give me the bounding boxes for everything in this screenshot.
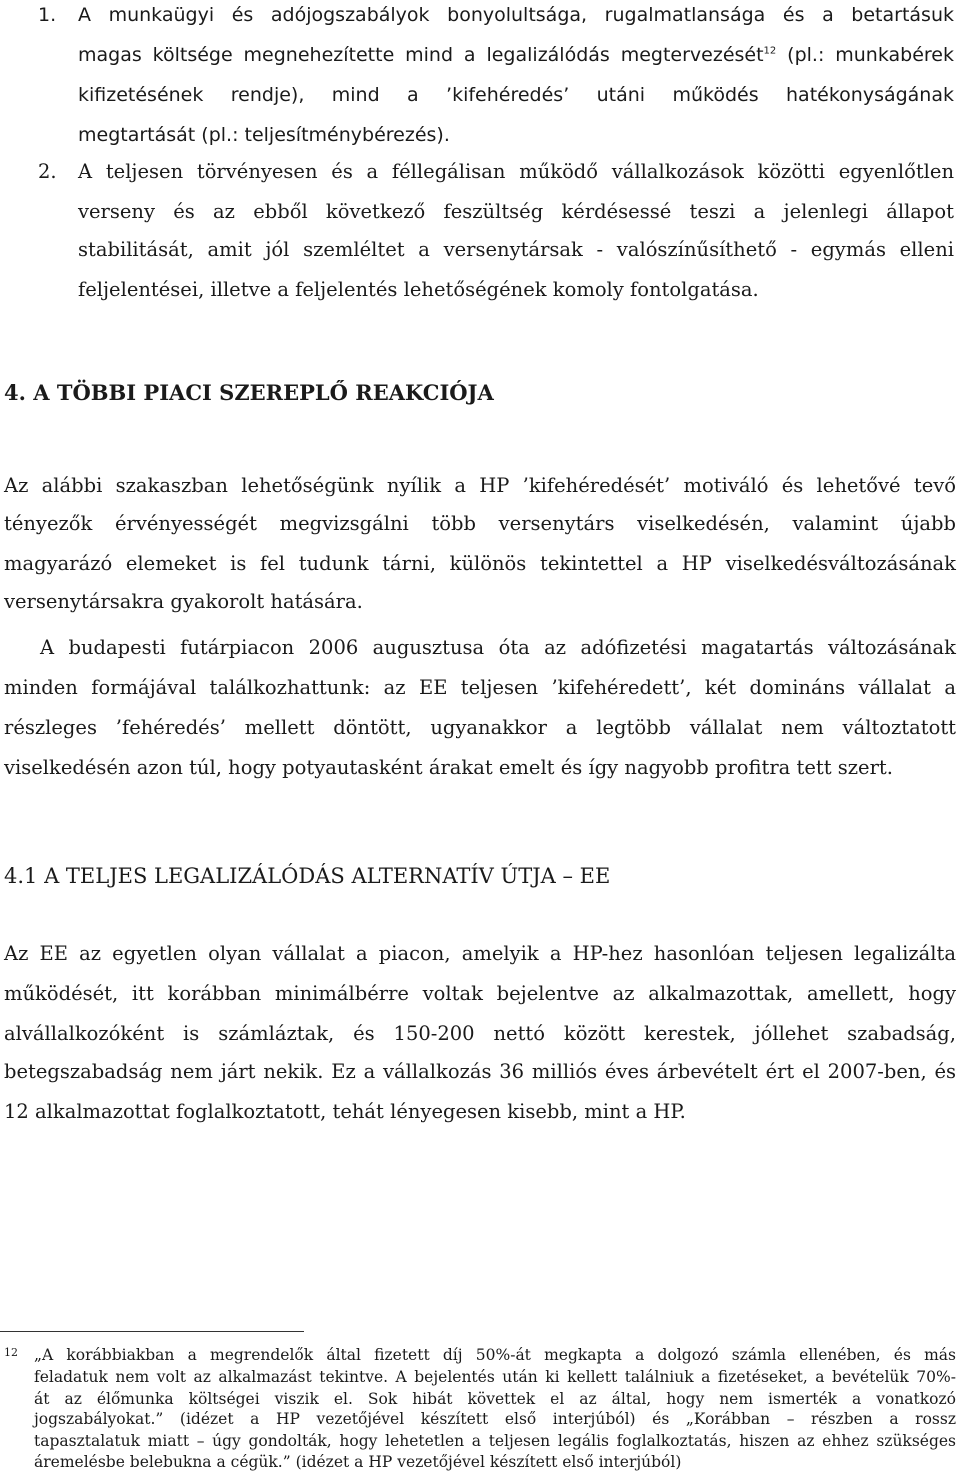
list-item-1-line-2-text: magas költsége megnehezítette mind a legalizálódás megtervezését	[78, 44, 764, 66]
s41-line-2: működését, itt korábban minimálbérre voltak bejelentve az alkalmazottak, amellett, hogy	[4, 982, 956, 1005]
s41-line-5: 12 alkalmazottat foglalkoztatott, tehát lényegesen kisebb, mint a HP.	[4, 1100, 686, 1123]
footnote-line-6: áremelésbe belebukna a cégük.” (idézet a HP vezetőjével készített első interjúból)	[34, 1453, 682, 1471]
s4p2-line-2: minden formájával találkozhattunk: az EE teljesen ’kifehéredett’, két domináns vállalat a	[4, 676, 956, 699]
s4p2-line-1: A budapesti futárpiacon 2006 augusztusa óta az adófizetési magatartás változásának	[40, 636, 956, 659]
footnote-line-4: jogszabályokat.” (idézet a HP vezetőjével készített első interjúból) és „Korábban – részben a rossz	[34, 1410, 956, 1428]
s4p1-line-3: magyarázó elemeket is fel tudunk tárni, különös tekintettel a HP viselkedésváltozásának	[4, 552, 956, 575]
list-item-2-line-2: verseny és az ebből következő feszültség kérdésessé teszi a jelenlegi állapot	[78, 200, 954, 223]
list-item-2-line-3: stabilitását, amit jól szemléltet a versenytársak - valószínűsíthető - egymás elleni	[78, 238, 954, 261]
list-number-1: 1.	[38, 4, 57, 26]
section-4-heading	[4, 380, 494, 405]
s4p2-line-3: részleges ’fehéredés’ mellett döntött, ugyanakkor a legtöbb vállalat nem változtatott	[4, 716, 956, 739]
s4p1-line-2: tényezők érvényességét megvizsgálni több versenytárs viselkedésén, valamint újabb	[4, 512, 956, 535]
s4p2-line-4: viselkedésén azon túl, hogy potyautasként árakat emelt és így nagyobb profitra tett szert.	[4, 756, 893, 779]
footnote-marker: 12	[4, 1346, 18, 1359]
section-4-1-heading: 4.1 A TELJES LEGALIZÁLÓDÁS ALTERNATÍV ÚTJA – EE	[4, 864, 611, 888]
list-item-2-line-4: feljelentései, illetve a feljelentés lehetőségének komoly fontolgatása.	[78, 278, 759, 301]
s41-line-3: alvállalkozóként is számláztak, és 150-200 nettó között kerestek, jóllehet szabadság,	[4, 1022, 956, 1045]
footnote-separator	[0, 1331, 304, 1332]
section-4-number: 4.	[4, 380, 26, 405]
footnote-line-1: „A korábbiakban a megrendelők által fizetett díj 50%-át megkapta a dolgozó számla ellenében, és más	[34, 1346, 956, 1364]
s41-line-1: Az EE az egyetlen olyan vállalat a piacon, amelyik a HP-hez hasonlóan teljesen legalizálta	[4, 942, 956, 965]
list-item-1-line-2	[78, 44, 954, 66]
footnote-line-2: feladatuk nem volt az alkalmazást tekintve. A bejelentés után ki kellett találniuk a fizetéseket, a bevételük 70%-	[34, 1368, 956, 1386]
list-item-1-line-2-suffix: (pl.: munkabérek	[776, 44, 954, 66]
footnote-ref-12[interactable]: 12	[763, 45, 777, 57]
list-number-2: 2.	[38, 160, 57, 183]
list-item-1-line-4: megtartását (pl.: teljesítménybérezés).	[78, 124, 450, 146]
list-item-2-line-1: A teljesen törvényesen és a féllegálisan működő vállalkozások közötti egyenlőtlen	[78, 160, 954, 183]
list-item-1-line-3: kifizetésének rendje), mind a ’kifehéredés’ utáni működés hatékonyságának	[78, 84, 954, 106]
footnote-line-5: tapasztalatuk miatt – úgy gondolták, hogy lehetetlen a teljesen legális foglalkoztatás, hiszen az ehhez szükséges	[34, 1432, 956, 1450]
s4p1-line-1: Az alábbi szakaszban lehetőségünk nyílik a HP ’kifehéredését’ motiváló és lehetővé tevő	[4, 474, 956, 497]
s41-line-4: betegszabadság nem járt nekik. Ez a vállalkozás 36 milliós éves árbevételt ért el 2007-ben, és	[4, 1060, 956, 1083]
s4p1-line-4: versenytársakra gyakorolt hatására.	[4, 590, 363, 613]
section-4-title: A TÖBBI PIACI SZEREPLŐ REAKCIÓJA	[33, 380, 494, 405]
list-item-1-line-1: A munkaügyi és adójogszabályok bonyolultsága, rugalmatlansága és a betartásuk	[78, 4, 954, 26]
footnote-line-3: át az élőmunka költségei viszik el. Sok hibát követtek el az által, hogy nem ismerték a vonatkozó	[34, 1390, 956, 1408]
